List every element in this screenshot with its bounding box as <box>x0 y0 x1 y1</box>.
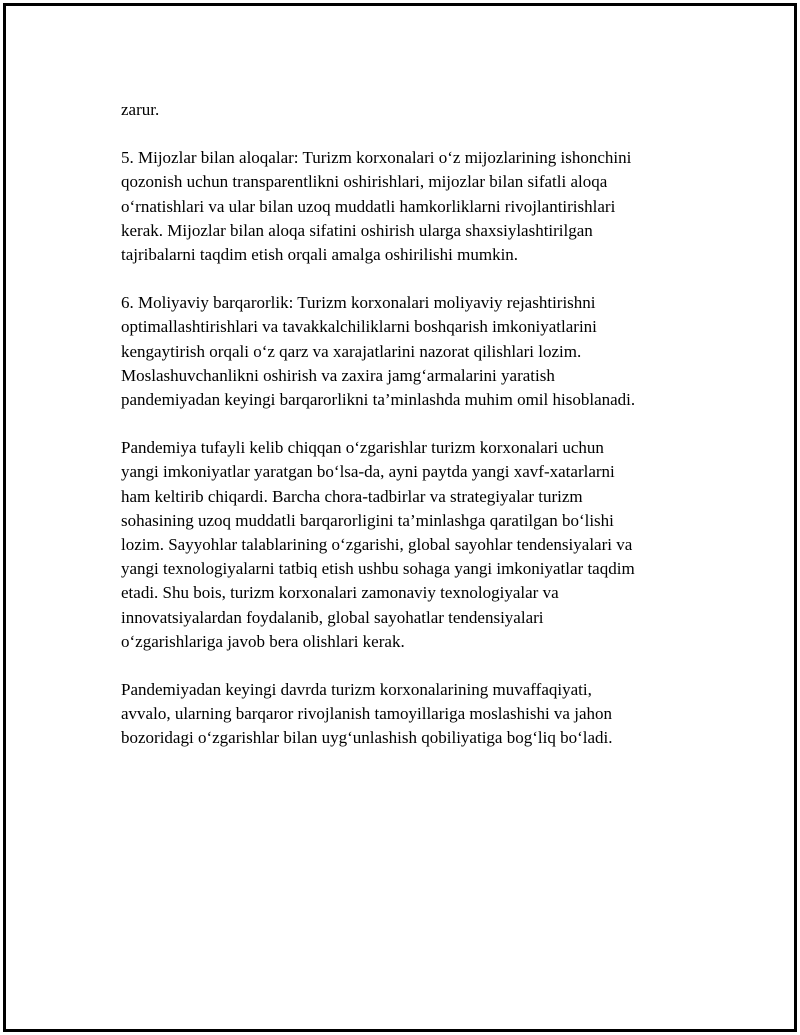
text-line: tajribalarni taqdim etish orqali amalga oshirilishi mumkin. <box>121 245 519 265</box>
text-line: 5. Mijozlar bilan aloqalar: Turizm korxonalari o‘z mijozlarining ishonchini <box>121 148 632 168</box>
page-border <box>3 3 797 1032</box>
text-line: zarur. <box>121 100 160 119</box>
text-line: bozoridagi o‘zgarishlar bilan uyg‘unlashish qobiliyatiga bog‘liq bo‘ladi. <box>121 728 613 748</box>
paragraph-conclusion <box>121 678 696 751</box>
text-line: lozim. Sayyohlar talablarining o‘zgarishi, global sayohlar tendensiyalari va <box>121 535 633 555</box>
text-line: 6. Moliyaviy barqarorlik: Turizm korxonalari moliyaviy rejashtirishni <box>121 293 596 313</box>
paragraph-pandemic-changes <box>121 436 696 654</box>
text-line: ham keltirib chiqardi. Barcha chora-tadbirlar va strategiyalar turizm <box>121 486 583 506</box>
text-line: o‘zgarishlariga javob bera olishlari kerak. <box>121 631 405 651</box>
text-line: yangi texnologiyalarni tatbiq etish ushbu sohaga yangi imkoniyatlar taqdim <box>121 559 635 579</box>
paragraph-continuation <box>121 98 696 122</box>
page-body <box>121 98 696 775</box>
text-line: Pandemiya tufayli kelib chiqqan o‘zgarishlar turizm korxonalari uchun <box>121 438 604 458</box>
text-line: kengaytirish orqali o‘z qarz va xarajatlarini nazorat qilishlari lozim. <box>121 341 582 361</box>
paragraph-customer-relations <box>121 146 696 267</box>
text-line: pandemiyadan keyingi barqarorlikni ta’minlashda muhim omil hisoblanadi. <box>121 390 636 410</box>
text-line: yangi imkoniyatlar yaratgan bo‘lsa-da, ayni paytda yangi xavf-xatarlarni <box>121 462 615 482</box>
text-line: optimallashtirishlari va tavakkalchiliklarni boshqarish imkoniyatlarini <box>121 317 597 337</box>
text-line: innovatsiyalardan foydalanib, global sayohatlar tendensiyalari <box>121 607 544 627</box>
paragraph-financial-stability <box>121 291 696 412</box>
text-line: etadi. Shu bois, turizm korxonalari zamonaviy texnologiyalar va <box>121 583 559 603</box>
text-line: Moslashuvchanlikni oshirish va zaxira jamg‘armalarini yaratish <box>121 365 555 385</box>
text-line: kerak. Mijozlar bilan aloqa sifatini oshirish ularga shaxsiylashtirilgan <box>121 220 593 240</box>
text-line: Pandemiyadan keyingi davrda turizm korxonalarining muvaffaqiyati, <box>121 680 592 700</box>
text-line: sohasining uzoq muddatli barqarorligini ta’minlashga qaratilgan bo‘lishi <box>121 510 614 530</box>
text-line: qozonish uchun transparentlikni oshirishlari, mijozlar bilan sifatli aloqa <box>121 172 608 192</box>
text-line: o‘rnatishlari va ular bilan uzoq muddatli hamkorliklarni rivojlantirishlari <box>121 196 616 216</box>
text-line: avvalo, ularning barqaror rivojlanish tamoyillariga moslashishi va jahon <box>121 704 612 724</box>
